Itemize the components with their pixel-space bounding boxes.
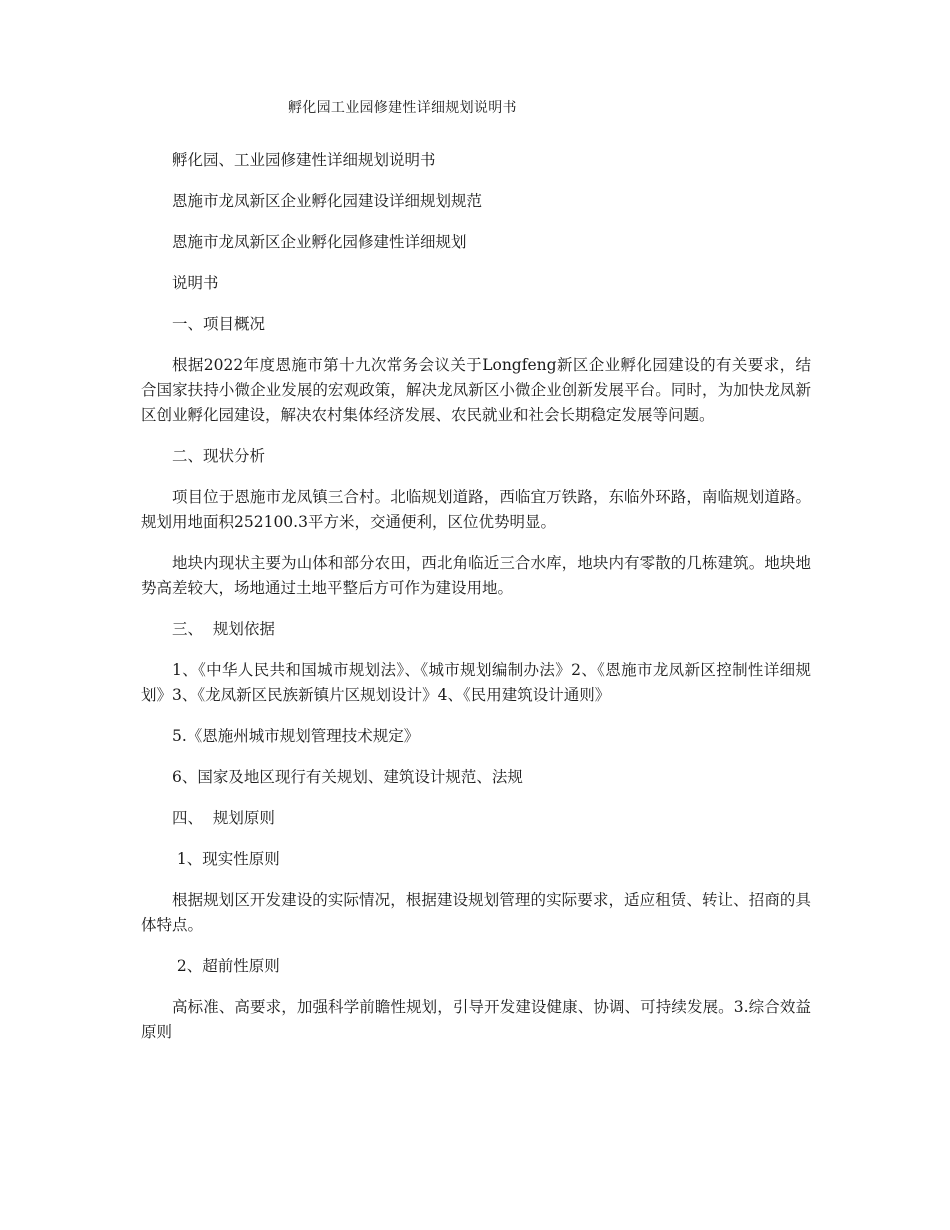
paragraph-spec-title: 恩施市龙凤新区企业孵化园建设详细规划规范 (172, 192, 483, 210)
subheading-principle-1: 1、现实性原则 (172, 850, 280, 868)
paragraph-basis-list: 1、《中华人民共和国城市规划法》、《城市规划编制办法》2、《恩施市龙凤新区控制性详细规划》3、《龙凤新区民族新镇片区规划设计》4、《民用建筑设计通则》 (141, 661, 811, 704)
paragraph-principle-1: 根据规划区开发建设的实际情况，根据建设规划管理的实际要求，适应租赁、转让、招商的具体特点。 (141, 891, 811, 934)
section-heading-status: 二、现状分析 (172, 447, 266, 465)
paragraph-overview: 根据2022年度恩施市第十九次常务会议关于Longfeng新区企业孵化园建设的有关要求，结合国家扶持小微企业发展的宏观政策，解决龙凤新区小微企业创新发展平台。同时，为加快龙凤新区创业孵化园建设，解决农村集体经济发展、农民就业和社会长期稳定发展等问题。 (141, 356, 811, 424)
paragraph-terrain: 地块内现状主要为山体和部分农田，西北角临近三合水库，地块内有零散的几栋建筑。地块地势高差较大，场地通过土地平整后方可作为建设用地。 (141, 554, 811, 597)
paragraph-plan-title: 恩施市龙凤新区企业孵化园修建性详细规划 (172, 233, 467, 251)
subheading-principle-2: 2、超前性原则 (172, 957, 280, 975)
section-heading-basis: 三、 规划依据 (172, 620, 275, 638)
paragraph-heading-main: 孵化园、工业园修建性详细规划说明书 (172, 151, 436, 169)
paragraph-basis-6: 6、国家及地区现行有关规划、建筑设计规范、法规 (172, 768, 523, 786)
section-heading-principles: 四、 规划原则 (172, 809, 275, 827)
paragraph-principle-2: 高标准、高要求，加强科学前瞻性规划，引导开发建设健康、协调、可持续发展。3.综合效益原则 (141, 998, 811, 1041)
paragraph-basis-5: 5.《恩施州城市规划管理技术规定》 (172, 727, 420, 745)
document-title: 孵化园工业园修建性详细规划说明书 (288, 100, 517, 116)
section-heading-overview: 一、项目概况 (172, 315, 266, 333)
paragraph-manual-label: 说明书 (172, 274, 219, 292)
document-body (141, 148, 811, 1061)
paragraph-location: 项目位于恩施市龙凤镇三合村。北临规划道路，西临宜万铁路，东临外环路，南临规划道路。规划用地面积252100.3平方米，交通便利，区位优势明显。 (141, 488, 811, 531)
